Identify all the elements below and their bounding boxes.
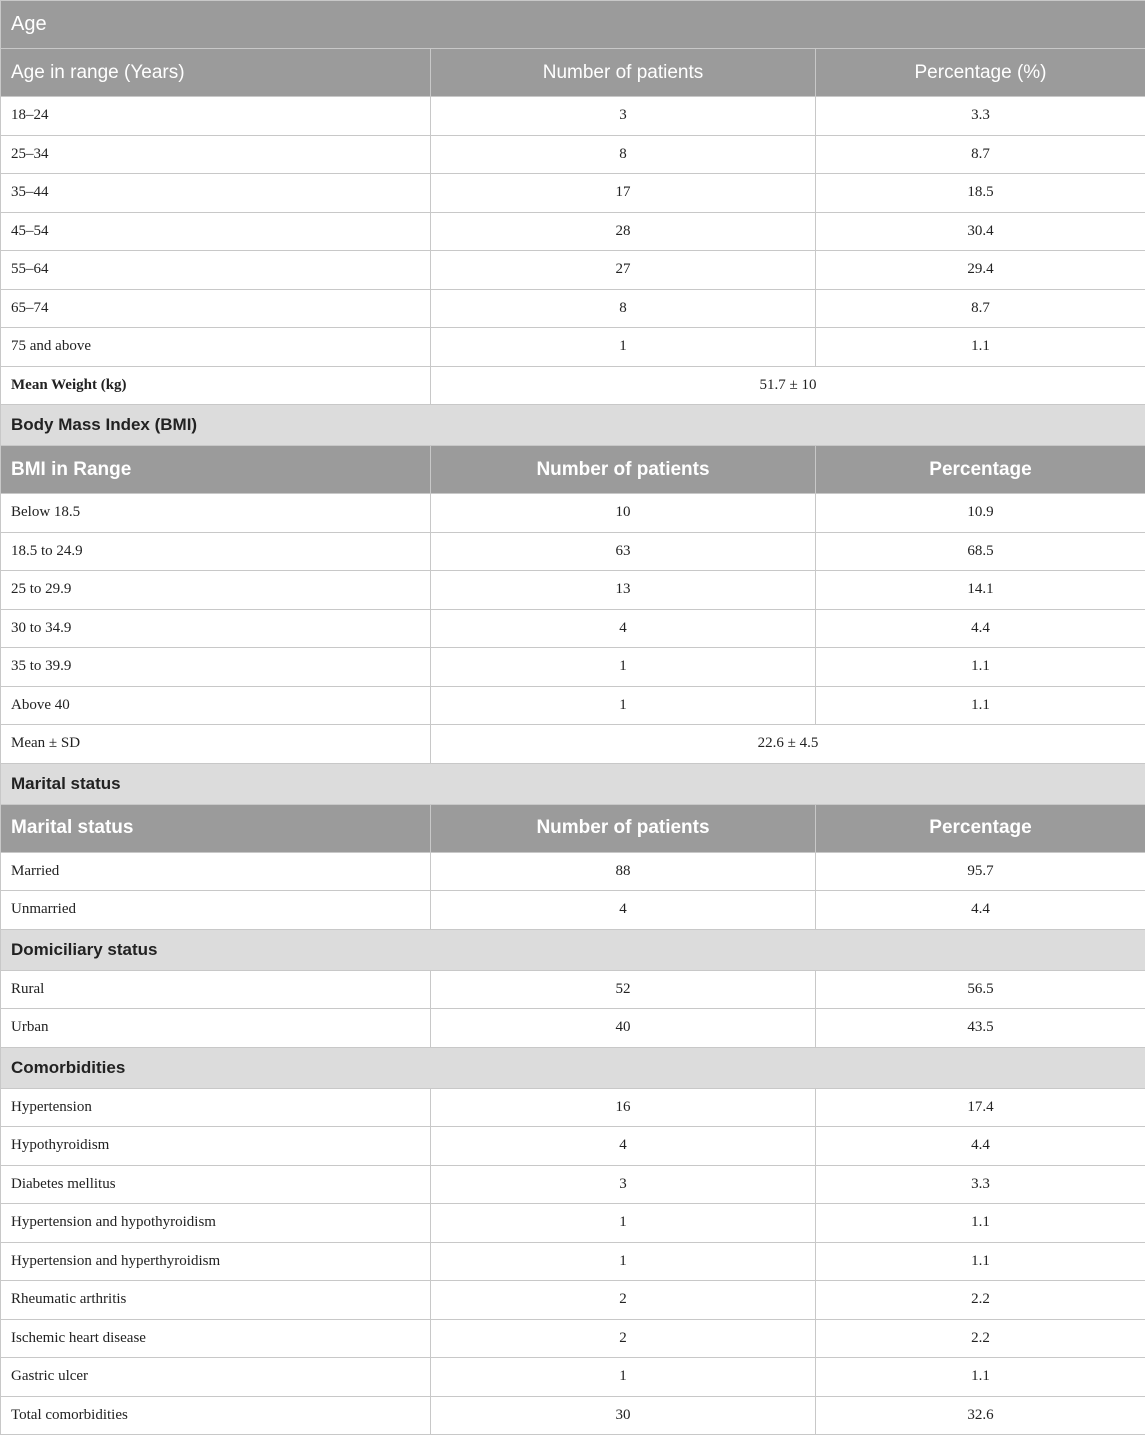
domiciliary-section-row [1, 929, 1145, 970]
table-row [1, 494, 1145, 533]
bmi-mean-row [1, 725, 1145, 764]
comorbidity-count-cell: 30 [431, 1396, 816, 1435]
table-row [1, 1127, 1145, 1166]
age-count-cell: 27 [431, 251, 816, 290]
age-range-cell: 55–64 [1, 251, 431, 290]
bmi-count-cell: 63 [431, 532, 816, 571]
table-row [1, 852, 1145, 891]
domiciliary-label-cell: Urban [1, 1009, 431, 1048]
comorbidity-count-cell: 1 [431, 1204, 816, 1243]
domiciliary-count-cell: 52 [431, 970, 816, 1009]
table-row [1, 970, 1145, 1009]
age-pct-cell: 1.1 [816, 328, 1145, 367]
bmi-pct-cell: 10.9 [816, 494, 1145, 533]
marital-pct-cell: 95.7 [816, 852, 1145, 891]
bmi-mean-label: Mean ± SD [1, 725, 431, 764]
marital-count-cell: 4 [431, 891, 816, 930]
age-count-cell: 1 [431, 328, 816, 367]
age-range-cell: 45–54 [1, 212, 431, 251]
bmi-col-count-header: Number of patients [431, 446, 816, 494]
table-row [1, 1319, 1145, 1358]
age-range-cell: 65–74 [1, 289, 431, 328]
comorbidity-label-cell: Diabetes mellitus [1, 1165, 431, 1204]
table-row [1, 1165, 1145, 1204]
bmi-range-cell: 25 to 29.9 [1, 571, 431, 610]
table-row [1, 571, 1145, 610]
age-pct-cell: 8.7 [816, 135, 1145, 174]
bmi-col-pct-header: Percentage [816, 446, 1145, 494]
bmi-range-cell: 18.5 to 24.9 [1, 532, 431, 571]
marital-label-cell: Married [1, 852, 431, 891]
mean-weight-label: Mean Weight (kg) [1, 366, 431, 405]
comorbidity-label-cell: Hypertension [1, 1088, 431, 1127]
comorbidity-pct-cell: 3.3 [816, 1165, 1145, 1204]
bmi-count-cell: 10 [431, 494, 816, 533]
age-pct-cell: 3.3 [816, 97, 1145, 136]
bmi-mean-value: 22.6 ± 4.5 [431, 725, 1145, 764]
bmi-pct-cell: 68.5 [816, 532, 1145, 571]
bmi-range-cell: Below 18.5 [1, 494, 431, 533]
bmi-count-cell: 1 [431, 648, 816, 687]
bmi-pct-cell: 4.4 [816, 609, 1145, 648]
age-section-row [1, 1, 1145, 49]
comorbidity-pct-cell: 2.2 [816, 1281, 1145, 1320]
bmi-count-cell: 13 [431, 571, 816, 610]
age-pct-cell: 18.5 [816, 174, 1145, 213]
table-row [1, 289, 1145, 328]
age-col-count-header: Number of patients [431, 49, 816, 97]
age-count-cell: 17 [431, 174, 816, 213]
table-row [1, 1358, 1145, 1397]
table-row [1, 891, 1145, 930]
table-row [1, 328, 1145, 367]
domiciliary-pct-cell: 56.5 [816, 970, 1145, 1009]
domiciliary-pct-cell: 43.5 [816, 1009, 1145, 1048]
marital-count-cell: 88 [431, 852, 816, 891]
age-header-row [1, 49, 1145, 97]
comorbidity-pct-cell: 1.1 [816, 1204, 1145, 1243]
comorbidity-count-cell: 3 [431, 1165, 816, 1204]
table-row [1, 1204, 1145, 1243]
marital-header-row [1, 804, 1145, 852]
comorbidities-section-title: Comorbidities [1, 1047, 1145, 1088]
table-row [1, 251, 1145, 290]
age-range-cell: 25–34 [1, 135, 431, 174]
bmi-count-cell: 1 [431, 686, 816, 725]
age-section-title: Age [1, 1, 1145, 49]
bmi-range-cell: Above 40 [1, 686, 431, 725]
comorbidity-label-cell: Hypertension and hypothyroidism [1, 1204, 431, 1243]
marital-col-status-header: Marital status [1, 804, 431, 852]
table-row [1, 1088, 1145, 1127]
table-row [1, 212, 1145, 251]
age-count-cell: 28 [431, 212, 816, 251]
bmi-pct-cell: 14.1 [816, 571, 1145, 610]
table-row [1, 686, 1145, 725]
table-row [1, 609, 1145, 648]
age-count-cell: 8 [431, 135, 816, 174]
comorbidities-section-row [1, 1047, 1145, 1088]
comorbidity-label-cell: Rheumatic arthritis [1, 1281, 431, 1320]
marital-section-title: Marital status [1, 763, 1145, 804]
marital-pct-cell: 4.4 [816, 891, 1145, 930]
age-pct-cell: 29.4 [816, 251, 1145, 290]
table-row [1, 648, 1145, 687]
bmi-col-range-header: BMI in Range [1, 446, 431, 494]
table-row [1, 174, 1145, 213]
domiciliary-count-cell: 40 [431, 1009, 816, 1048]
domiciliary-section-title: Domiciliary status [1, 929, 1145, 970]
table-row [1, 1009, 1145, 1048]
marital-col-count-header: Number of patients [431, 804, 816, 852]
comorbidity-count-cell: 2 [431, 1281, 816, 1320]
comorbidity-pct-cell: 1.1 [816, 1242, 1145, 1281]
table-row [1, 135, 1145, 174]
age-col-range-header: Age in range (Years) [1, 49, 431, 97]
age-pct-cell: 8.7 [816, 289, 1145, 328]
comorbidity-pct-cell: 1.1 [816, 1358, 1145, 1397]
mean-weight-row [1, 366, 1145, 405]
table-row [1, 532, 1145, 571]
comorbidity-count-cell: 2 [431, 1319, 816, 1358]
bmi-range-cell: 30 to 34.9 [1, 609, 431, 648]
marital-col-pct-header: Percentage [816, 804, 1145, 852]
comorbidity-count-cell: 1 [431, 1358, 816, 1397]
comorbidity-count-cell: 4 [431, 1127, 816, 1166]
table-row [1, 1281, 1145, 1320]
comorbidity-label-cell: Hypertension and hyperthyroidism [1, 1242, 431, 1281]
age-range-cell: 18–24 [1, 97, 431, 136]
comorbidity-pct-cell: 17.4 [816, 1088, 1145, 1127]
bmi-section-row [1, 405, 1145, 446]
mean-weight-value: 51.7 ± 10 [431, 366, 1145, 405]
comorbidity-count-cell: 1 [431, 1242, 816, 1281]
bmi-pct-cell: 1.1 [816, 648, 1145, 687]
marital-section-row [1, 763, 1145, 804]
comorbidity-label-cell: Ischemic heart disease [1, 1319, 431, 1358]
age-range-cell: 35–44 [1, 174, 431, 213]
comorbidity-label-cell: Total comorbidities [1, 1396, 431, 1435]
comorbidity-pct-cell: 32.6 [816, 1396, 1145, 1435]
age-count-cell: 8 [431, 289, 816, 328]
age-count-cell: 3 [431, 97, 816, 136]
table-row [1, 1242, 1145, 1281]
table-row [1, 97, 1145, 136]
bmi-header-row [1, 446, 1145, 494]
bmi-section-title: Body Mass Index (BMI) [1, 405, 1145, 446]
age-pct-cell: 30.4 [816, 212, 1145, 251]
comorbidity-pct-cell: 2.2 [816, 1319, 1145, 1358]
age-col-pct-header: Percentage (%) [816, 49, 1145, 97]
bmi-pct-cell: 1.1 [816, 686, 1145, 725]
comorbidity-count-cell: 16 [431, 1088, 816, 1127]
domiciliary-label-cell: Rural [1, 970, 431, 1009]
comorbidity-label-cell: Hypothyroidism [1, 1127, 431, 1166]
bmi-range-cell: 35 to 39.9 [1, 648, 431, 687]
marital-label-cell: Unmarried [1, 891, 431, 930]
comorbidity-pct-cell: 4.4 [816, 1127, 1145, 1166]
total-comorbidities-row [1, 1396, 1145, 1435]
bmi-count-cell: 4 [431, 609, 816, 648]
comorbidity-label-cell: Gastric ulcer [1, 1358, 431, 1397]
age-range-cell: 75 and above [1, 328, 431, 367]
